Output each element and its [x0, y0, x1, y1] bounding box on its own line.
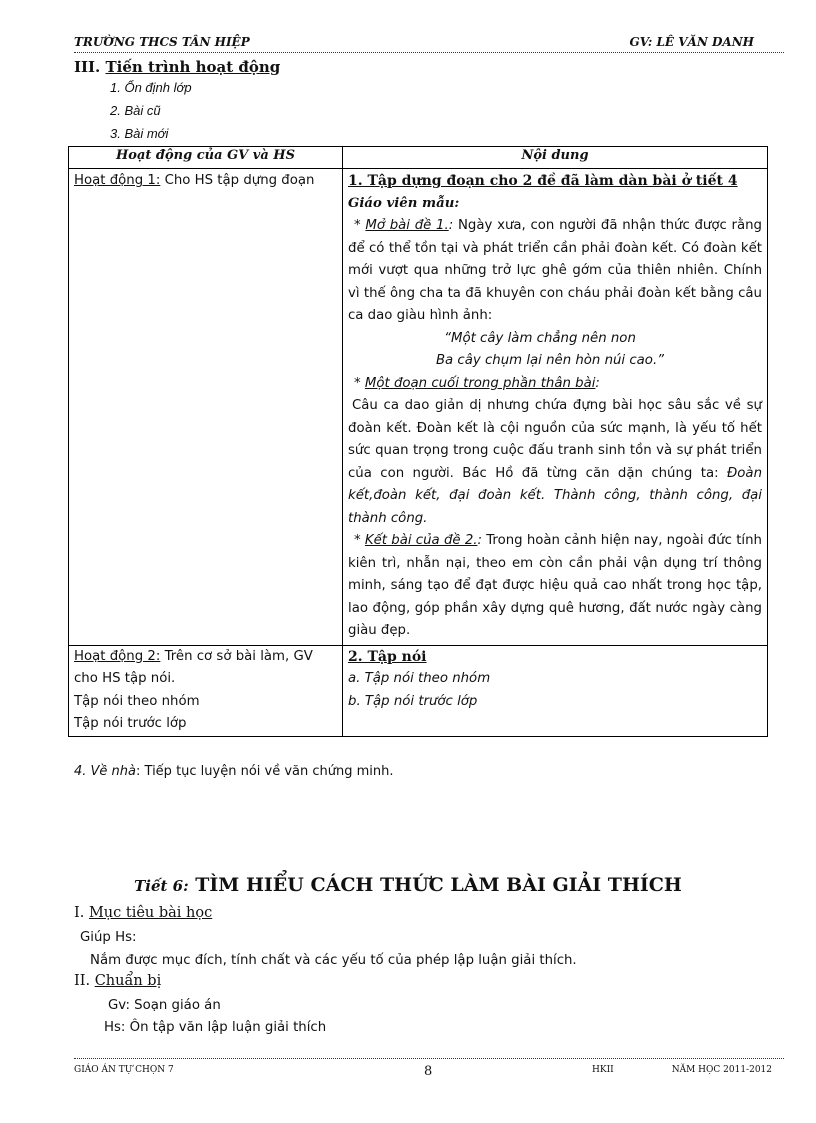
- school-name: TRƯỜNG THCS TÂN HIỆP: [74, 35, 250, 49]
- content-2-item-b: b. Tập nói trước lớp: [348, 693, 478, 709]
- table-head-content: Nội dung: [343, 147, 768, 169]
- page-number: 8: [424, 1064, 433, 1079]
- activity-2-line-2: Tập nói theo nhóm: [74, 693, 200, 709]
- section-3-num: III.: [74, 58, 101, 76]
- intro-text: Ngày xưa, con người đã nhận thức được rằng để có thể tồn tại và phát triển cần phải đoàn kết. Có đoàn kết mới vượt qua những trở lực ghê gớm của thiên nhiên. Chính vì thế ông cha ta đã khuyên con cháu phải đoàn kết bằng câu ca dao giàu hình ảnh:: [348, 218, 762, 323]
- content-2-heading: [348, 646, 762, 669]
- section-1-heading: [74, 905, 212, 921]
- teacher-name: GV: LÊ VĂN DANH: [629, 35, 754, 49]
- homework-line: [74, 764, 394, 779]
- poem-line-1: “Một cây làm chẳng nên non: [444, 330, 636, 346]
- footer-term: HKII: [592, 1065, 614, 1075]
- section-3-heading: [74, 58, 280, 76]
- section-2-title: Chuẩn bị: [94, 973, 162, 989]
- poem-line-2: Ba cây chụm lại nên hòn núi cao.”: [435, 353, 665, 368]
- activity-1-text: Cho HS tập dựng đoạn: [160, 173, 315, 188]
- page-footer: [74, 1058, 784, 1079]
- conclusion-star: *: [354, 533, 365, 548]
- activity-1-cell: [69, 169, 343, 646]
- intro-label: Mở bài đề 1.: [365, 218, 449, 233]
- conclusion-paragraph: [348, 530, 762, 643]
- section-1-num: I.: [74, 905, 89, 921]
- section-1-line-2: Nắm được mục đích, tính chất và các yếu tố của phép lập luận giải thích.: [90, 953, 577, 968]
- footer-title: GIÁO ÁN TỰ CHỌN 7: [74, 1065, 174, 1075]
- activity-2-line-3: Tập nói trước lớp: [74, 716, 187, 731]
- activity-table: [68, 146, 768, 737]
- section-2-heading: [74, 973, 161, 989]
- content-1-cell: [343, 169, 768, 646]
- conclusion-label: Kết bài của đề 2.: [364, 533, 478, 548]
- body-label: Một đoạn cuối trong phần thân bài: [364, 375, 596, 391]
- homework-label: 4. Về nhà: [74, 764, 137, 779]
- conclusion-colon: :: [477, 533, 482, 548]
- lesson-label: Tiết 6:: [134, 877, 189, 895]
- section-1-title: Mục tiêu bài học: [88, 905, 213, 921]
- activity-1-label: Hoạt động 1:: [74, 173, 161, 188]
- table-head-activity: Hoạt động của GV và HS: [69, 147, 343, 169]
- content-2-cell: [343, 645, 768, 736]
- body-quote: Đoàn kết,đoàn kết, đại đoàn kết. Thành công, thành công, đại thành công.: [348, 465, 762, 526]
- page-header: [74, 34, 784, 53]
- homework-text: : Tiếp tục luyện nói về văn chứng minh.: [136, 764, 394, 779]
- body-colon: :: [595, 375, 600, 391]
- step-3: 3. Bài mới: [110, 126, 169, 141]
- footer-year: NĂM HỌC 2011-2012: [671, 1065, 772, 1075]
- section-3-title: Tiến trình hoạt động: [105, 58, 281, 76]
- activity-2-line-1: [74, 646, 337, 691]
- content-2-heading-text: 2. Tập nói: [348, 648, 427, 665]
- step-1: 1. Ổn định lớp: [110, 80, 192, 95]
- body-label-line: [348, 373, 762, 396]
- content-1-heading: [348, 170, 762, 193]
- lesson-title: [0, 874, 816, 896]
- body-paragraph: [348, 395, 762, 530]
- step-2: 2. Bài cũ: [110, 103, 161, 118]
- activity-2-text: Trên cơ sở bài làm, GV cho HS tập nói.: [74, 648, 313, 686]
- section-2-num: II.: [74, 973, 95, 989]
- content-2-item-a: a. Tập nói theo nhóm: [348, 671, 491, 686]
- activity-2-label: Hoạt động 2:: [74, 648, 161, 664]
- sample-label: Giáo viên mẫu:: [348, 195, 460, 211]
- lesson-title-text: TÌM HIỂU CÁCH THỨC LÀM BÀI GIẢI THÍCH: [188, 874, 682, 896]
- section-2-line-1: Gv: Soạn giáo án: [108, 998, 221, 1013]
- intro-paragraph: [348, 215, 762, 328]
- intro-star: *: [354, 218, 366, 233]
- section-1-line-1: Giúp Hs:: [80, 930, 137, 945]
- conclusion-text: Trong hoàn cảnh hiện nay, ngoài đức tính kiên trì, nhẫn nại, theo em còn cần phải vận dụng trí thông minh, sáng tạo để đạt được hiệu quả cao nhất trong học tập, lao động, góp phần xây dựng quê hương, đất nước ngày càng giàu đẹp.: [348, 533, 762, 638]
- intro-colon: :: [448, 218, 454, 233]
- body-text: Câu ca dao giản dị nhưng chứa đựng bài học sâu sắc về sự đoàn kết. Đoàn kết là cội nguồn của sức mạnh, là yếu tố hết sức quan trọng trong cuộc đấu tranh sinh tồn và sự phát triển của con người. Bác Hồ đã từng căn dặn chúng ta:: [348, 398, 762, 481]
- body-star: *: [354, 375, 365, 391]
- activity-2-cell: [69, 645, 343, 736]
- content-1-heading-text: 1. Tập dựng đoạn cho 2 đề đã làm dàn bài ở tiết 4: [348, 173, 738, 189]
- section-2-line-2: Hs: Ôn tập văn lập luận giải thích: [104, 1020, 327, 1035]
